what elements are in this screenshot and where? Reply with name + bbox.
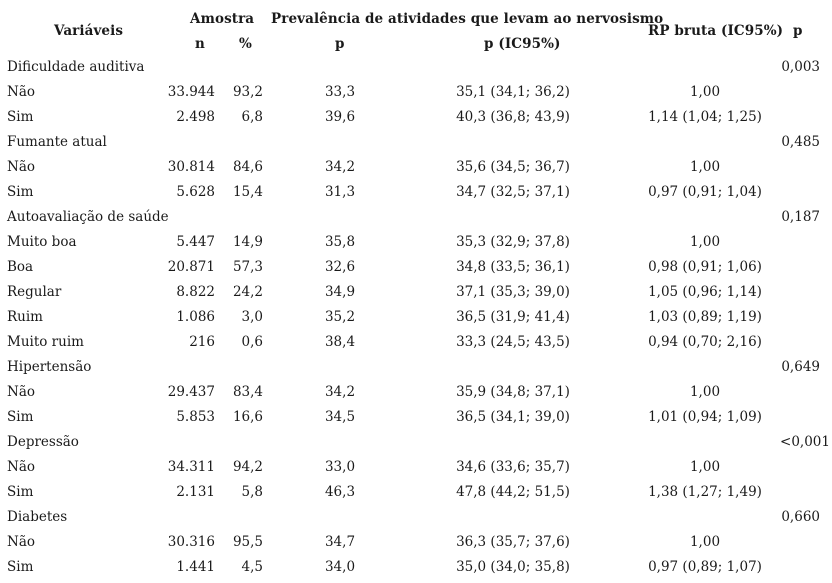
cell-pvalue: 0,187	[781, 209, 820, 225]
cell-pvalue: 0,649	[781, 359, 820, 375]
row-label: Muito boa	[7, 234, 77, 250]
cell-pct: 24,2	[232, 284, 263, 300]
table-row	[0, 55, 832, 80]
row-label: Sim	[7, 184, 34, 200]
cell-pct: 83,4	[232, 384, 263, 400]
cell-pct: 57,3	[232, 259, 263, 275]
cell-n: 30.814	[167, 159, 215, 175]
table-row: Não 30.316 95,5 34,7 36,3 (35,7; 37,6) 1,00	[0, 530, 832, 555]
header-pvalue: p	[793, 23, 803, 39]
header-rp: RP bruta (IC95%)	[648, 23, 784, 39]
header-variaveis: Variáveis	[54, 23, 124, 39]
header-n: n	[195, 36, 205, 52]
row-label: Sim	[7, 559, 34, 575]
table-row: Sim 2.131 5,8 46,3 47,8 (44,2; 51,5) 1,38 (1,27; 1,49)	[0, 480, 832, 505]
cell-pvalue: 0,003	[781, 59, 820, 75]
table-row: Não 34.311 94,2 33,0 34,6 (33,6; 35,7) 1,00	[0, 455, 832, 480]
row-label: Boa	[7, 259, 34, 275]
cell-pct: 95,5	[232, 534, 263, 550]
cell-n: 1.441	[176, 559, 215, 575]
cell-pct: 3,0	[241, 309, 263, 325]
table-row	[0, 130, 832, 155]
row-label: Hipertensão	[7, 359, 92, 375]
cell-pct: 5,8	[241, 484, 263, 500]
cell-n: 5.447	[176, 234, 215, 250]
cell-n: 33.944	[167, 84, 215, 100]
table-row: Boa 20.871 57,3 32,6 34,8 (33,5; 36,1) 0,98 (0,91; 1,06)	[0, 255, 832, 280]
header-prevalencia: Prevalência de atividades que levam ao nervosismo	[271, 11, 664, 27]
header-p: p	[335, 36, 345, 52]
table-row: Não 29.437 83,4 34,2 35,9 (34,8; 37,1) 1,00	[0, 380, 832, 405]
row-label: Ruim	[7, 309, 43, 325]
row-label: Muito ruim	[7, 334, 84, 350]
table-row	[0, 205, 832, 230]
header-pct: %	[239, 36, 252, 52]
header-amostra: Amostra	[190, 11, 255, 27]
table-row: Ruim 1.086 3,0 35,2 36,5 (31,9; 41,4) 1,03 (0,89; 1,19)	[0, 305, 832, 330]
row-label: Dificuldade auditiva	[7, 59, 145, 75]
table-row: Muito boa 5.447 14,9 35,8 35,3 (32,9; 37,8) 1,00	[0, 230, 832, 255]
cell-n: 216	[189, 334, 215, 350]
cell-pvalue: 0,485	[781, 134, 820, 150]
cell-n: 20.871	[167, 259, 215, 275]
cell-pct: 4,5	[241, 559, 263, 575]
table-row: Não 30.814 84,6 34,2 35,6 (34,5; 36,7) 1,00	[0, 155, 832, 180]
cell-n: 2.498	[176, 109, 215, 125]
cell-pct: 16,6	[232, 409, 263, 425]
row-label: Não	[7, 384, 35, 400]
table-row: Sim 5.628 15,4 31,3 34,7 (32,5; 37,1) 0,97 (0,91; 1,04)	[0, 180, 832, 205]
table-row: Muito ruim 216 0,6 38,4 33,3 (24,5; 43,5) 0,94 (0,70; 2,16)	[0, 330, 832, 355]
row-label: Não	[7, 534, 35, 550]
cell-n: 5.853	[176, 409, 215, 425]
row-label: Depressão	[7, 434, 79, 450]
table-row: Regular 8.822 24,2 34,9 37,1 (35,3; 39,0) 1,05 (0,96; 1,14)	[0, 280, 832, 305]
cell-pvalue: <0,001	[780, 434, 830, 450]
cell-n: 1.086	[176, 309, 215, 325]
cell-n: 2.131	[176, 484, 215, 500]
cell-pct: 84,6	[232, 159, 263, 175]
table-row	[0, 430, 832, 455]
cell-pct: 6,8	[241, 109, 263, 125]
cell-pct: 94,2	[232, 459, 263, 475]
cell-pvalue: 0,660	[781, 509, 820, 525]
cell-pct: 14,9	[232, 234, 263, 250]
table-row: Sim 1.441 4,5 34,0 35,0 (34,0; 35,8) 0,97 (0,89; 1,07)	[0, 555, 832, 580]
row-label: Sim	[7, 484, 34, 500]
header-p-ic: p (IC95%)	[484, 36, 561, 52]
row-label: Sim	[7, 409, 34, 425]
cell-n: 30.316	[167, 534, 215, 550]
row-label: Autoavaliação de saúde	[7, 209, 169, 225]
cell-n: 29.437	[167, 384, 215, 400]
row-label: Não	[7, 159, 35, 175]
row-label: Regular	[7, 284, 62, 300]
cell-pct: 0,6	[241, 334, 263, 350]
cell-n: 34.311	[167, 459, 215, 475]
row-label: Diabetes	[7, 509, 68, 525]
table-row: Sim 5.853 16,6 34,5 36,5 (34,1; 39,0) 1,01 (0,94; 1,09)	[0, 405, 832, 430]
table-row: Sim 2.498 6,8 39,6 40,3 (36,8; 43,9) 1,14 (1,04; 1,25)	[0, 105, 832, 130]
table-row: Não 33.944 93,2 33,3 35,1 (34,1; 36,2) 1,00	[0, 80, 832, 105]
row-label: Não	[7, 459, 35, 475]
cell-n: 5.628	[176, 184, 215, 200]
row-label: Fumante atual	[7, 134, 107, 150]
row-label: Sim	[7, 109, 34, 125]
table-row	[0, 505, 832, 530]
table-row	[0, 355, 832, 380]
cell-pct: 93,2	[232, 84, 263, 100]
cell-n: 8.822	[176, 284, 215, 300]
row-label: Não	[7, 84, 35, 100]
cell-pct: 15,4	[232, 184, 263, 200]
